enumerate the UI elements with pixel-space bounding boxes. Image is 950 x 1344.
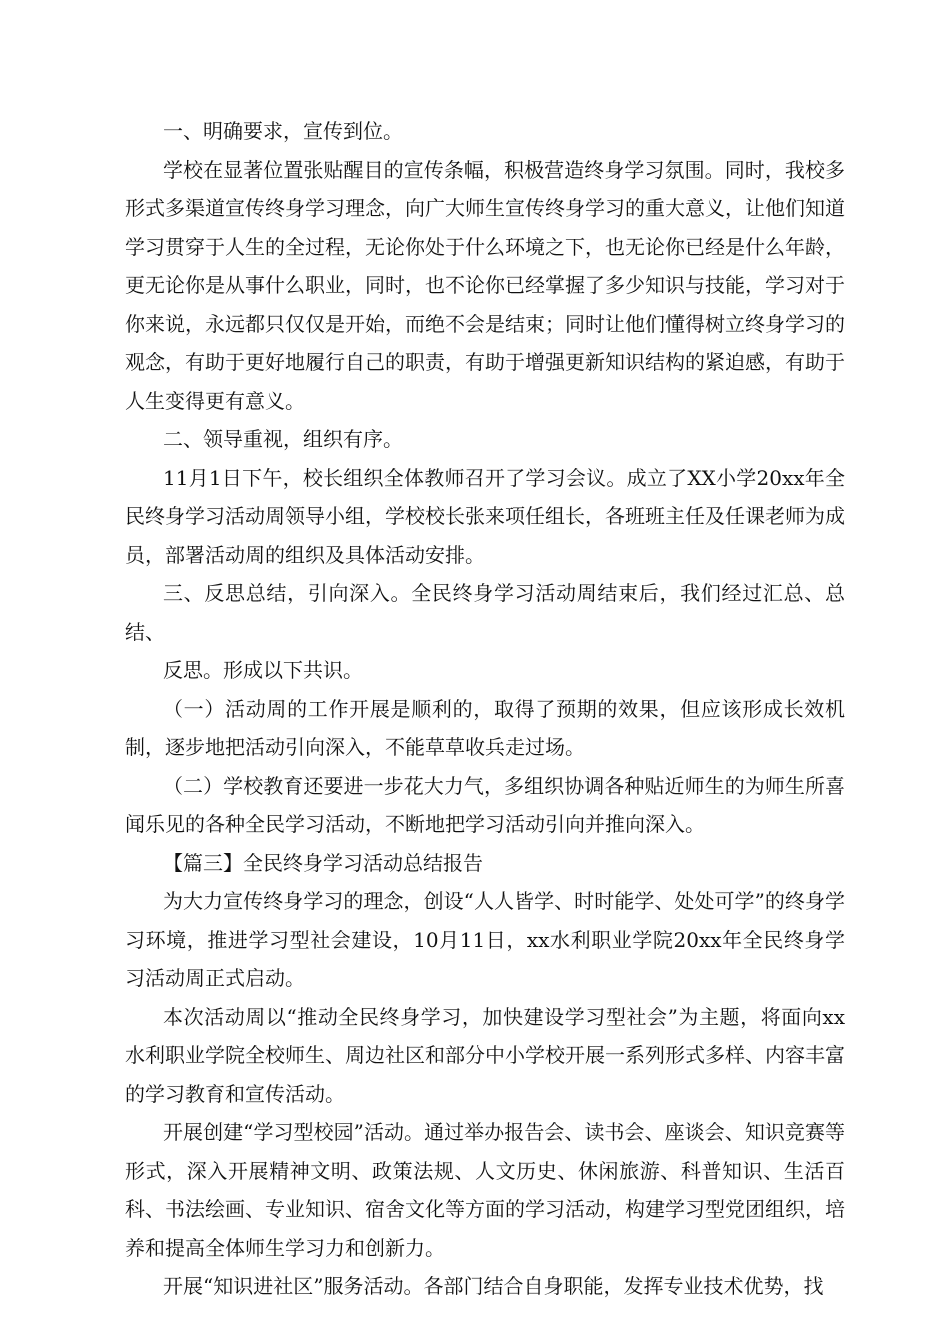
paragraph-consensus: 反思。形成以下共识。 bbox=[163, 658, 363, 682]
section-heading-1: 一、明确要求，宣传到位。 bbox=[163, 119, 403, 143]
paragraph-learning-campus: 开展创建“学习型校园”活动。通过举办报告会、读书会、座谈会、知识竞赛等形式，深入开展精神文明、政策法规、人文历史、休闲旅游、科普知识、生活百科、书法绘画、专业知识、宿舍文化等方面的学习活动，构建学习型党团组织，培养和提高全体师生学习力和创新力。 bbox=[125, 1120, 845, 1260]
document-body bbox=[125, 112, 845, 1306]
section-heading-2: 二、领导重视，组织有序。 bbox=[163, 427, 403, 451]
article-title-part-three: 【篇三】全民终身学习活动总结报告 bbox=[163, 850, 483, 875]
section-heading-3: 三、反思总结，引向深入。全民终身学习活动周结束后，我们经过汇总、总结、 bbox=[125, 581, 845, 644]
list-item-2: （二）学校教育还要进一步花大力气，多组织协调各种贴近师生的为师生所喜闻乐见的各种全民学习活动，不断地把学习活动引向并推向深入。 bbox=[125, 773, 845, 836]
paragraph-launch: 为大力宣传终身学习的理念，创设“人人皆学、时时能学、处处可学”的终身学习环境，推进学习型社会建设，10月11日，xx水利职业学院20xx年全民终身学习活动周正式启动。 bbox=[125, 889, 845, 990]
list-item-1: （一）活动周的工作开展是顺利的，取得了预期的效果，但应该形成长效机制，逐步地把活动引向深入，不能草草收兵走过场。 bbox=[125, 696, 845, 759]
paragraph-community-service: 开展“知识进社区”服务活动。各部门结合自身职能，发挥专业技术优势，找 bbox=[163, 1274, 824, 1298]
paragraph-theme: 本次活动周以“推动全民终身学习，加快建设学习型社会”为主题，将面向xx水利职业学院全校师生、周边社区和部分中小学校开展一系列形式多样、内容丰富的学习教育和宣传活动。 bbox=[125, 1004, 845, 1106]
paragraph-publicity: 学校在显著位置张贴醒目的宣传条幅，积极营造终身学习氛围。同时，我校多形式多渠道宣传终身学习理念，向广大师生宣传终身学习的重大意义，让他们知道学习贯穿于人生的全过程，无论你处于什么环境之下，也无论你已经是什么年龄，更无论你是从事什么职业，同时，也不论你已经掌握了多少知识与技能，学习对于你来说，永远都只仅仅是开始，而绝不会是结束；同时让他们懂得树立终身学习的观念，有助于更好地履行自己的职责，有助于增强更新知识结构的紧迫感，有助于人生变得更有意义。 bbox=[125, 157, 845, 413]
paragraph-meeting: 11月1日下午，校长组织全体教师召开了学习会议。成立了XX小学20xx年全民终身学习活动周领导小组，学校校长张来项任组长，各班班主任及任课老师为成员，部署活动周的组织及具体活动安排。 bbox=[125, 465, 845, 567]
